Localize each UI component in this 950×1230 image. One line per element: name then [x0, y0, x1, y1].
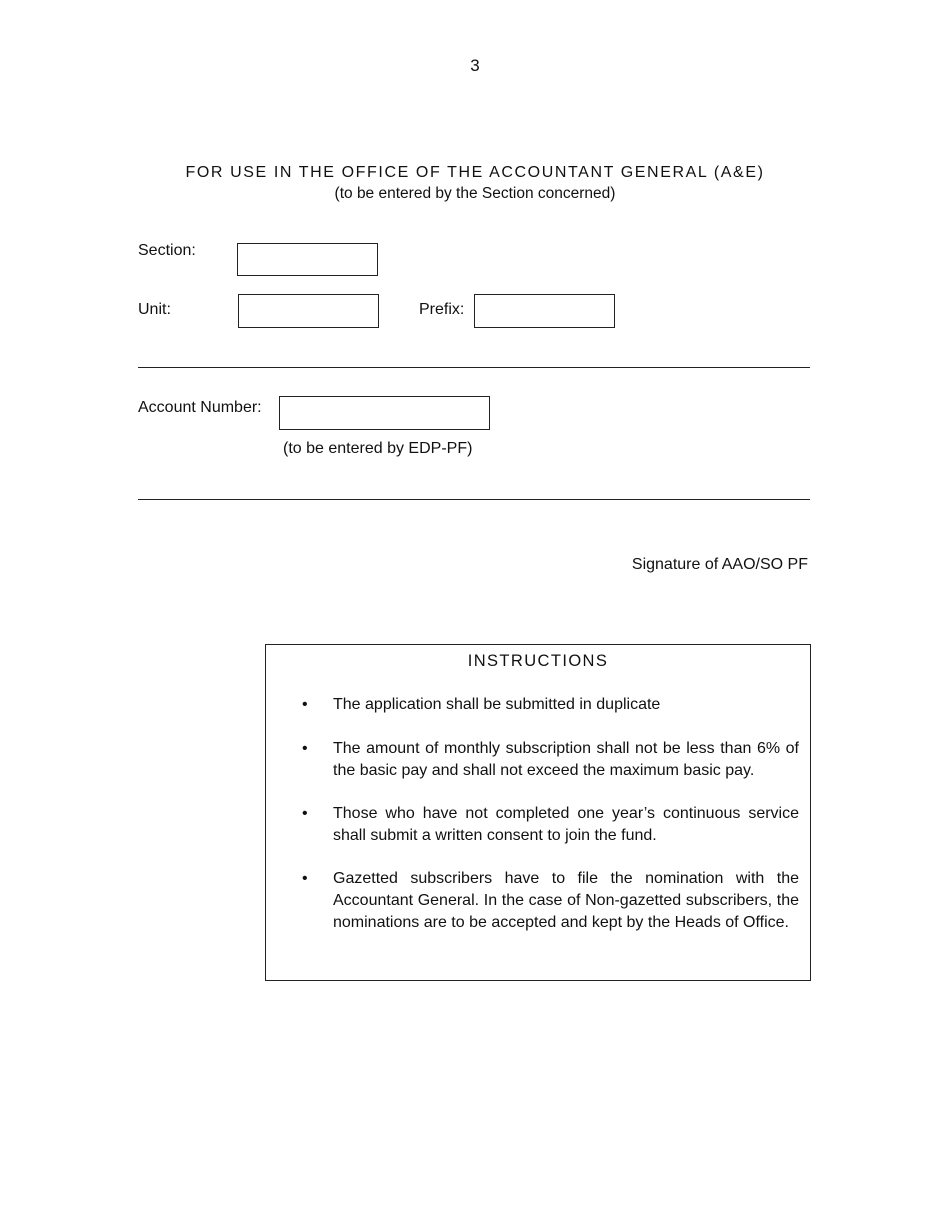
bullet-icon: •: [302, 805, 308, 822]
account-number-field[interactable]: [279, 396, 490, 430]
section-field[interactable]: [237, 243, 378, 276]
instruction-item: The application shall be submitted in duplicate: [333, 696, 661, 713]
office-use-subheading: (to be entered by the Section concerned): [334, 185, 616, 202]
prefix-field[interactable]: [474, 294, 615, 328]
bullet-icon: •: [302, 696, 308, 713]
unit-field[interactable]: [238, 294, 379, 328]
instructions-box: [265, 644, 811, 981]
section-label: Section:: [138, 242, 196, 259]
office-use-heading: FOR USE IN THE OFFICE OF THE ACCOUNTANT GENERAL (A&E): [185, 164, 765, 181]
divider-bottom: [138, 499, 810, 500]
instruction-item: Those who have not completed one year’s continuous service shall submit a written consent to join the fund.: [333, 805, 799, 844]
bullet-icon: •: [302, 870, 308, 887]
page-number: 3: [470, 56, 480, 75]
prefix-label: Prefix:: [419, 301, 465, 318]
signature-line: Signature of AAO/SO PF: [631, 556, 808, 573]
instruction-item: Gazetted subscribers have to file the nomination with the Accountant General. In the case of Non-gazetted subscribers, the nominations are to be accepted and kept by the Heads of Office.: [333, 870, 799, 931]
bullet-icon: •: [302, 740, 308, 757]
account-number-note: (to be entered by EDP-PF): [283, 440, 473, 457]
unit-label: Unit:: [138, 301, 171, 318]
instruction-item: The amount of monthly subscription shall not be less than 6% of the basic pay and shall not exceed the maximum basic pay.: [333, 740, 799, 779]
account-number-label: Account Number:: [138, 399, 262, 416]
instructions-title: INSTRUCTIONS: [467, 652, 609, 670]
divider-top: [138, 367, 810, 368]
